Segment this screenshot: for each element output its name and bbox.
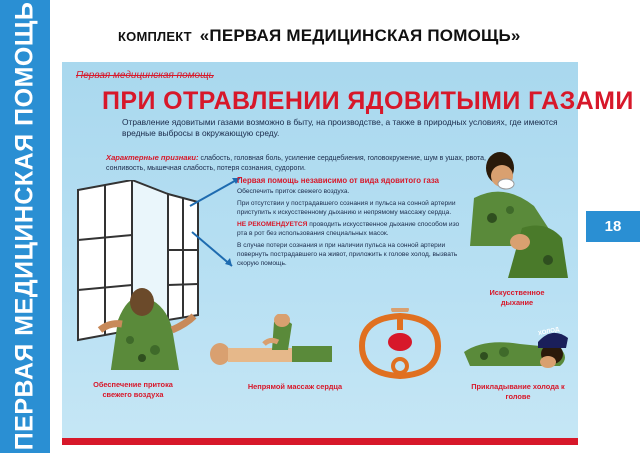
first-aid-step-air: Обеспечить приток свежего воздуха. — [237, 187, 350, 195]
breathing-illustration — [462, 148, 576, 288]
massage-illustration — [202, 314, 342, 374]
poster-title: ПРИ ОТРАВЛЕНИИ ЯДОВИТЫМИ ГАЗАМИ — [102, 87, 634, 115]
caption-cold: Прикладывание холода к голове — [471, 382, 565, 401]
page-number: 18 — [604, 218, 622, 235]
intro-text: Отравление ядовитыми газами возможно в быту, на производстве, а также в природных условиях, где имеются вредные выбросы в окружающую среду. — [122, 117, 558, 138]
cold-pack-label: ХОЛОД — [537, 326, 560, 338]
header-title: «ПЕРВАЯ МЕДИЦИНСКАЯ ПОМОЩЬ» — [199, 26, 521, 45]
side-band — [0, 0, 50, 453]
caption-air: Обеспечение притока свежего воздуха — [93, 380, 173, 399]
symptoms-label: Характерные признаки: — [106, 153, 199, 162]
caption-massage: Непрямой массаж сердца — [247, 382, 343, 391]
first-aid-step-cpr: При отсутствии у пострадавшего сознания и пульса на сонной артерии приступить к искусственному дыханию и непрямому массажу сердца. — [237, 199, 456, 216]
page-header — [118, 26, 521, 46]
header-prefix: КОМПЛЕКТ — [118, 29, 192, 44]
first-aid-step-recovery: В случае потери сознания и при наличии пульса на сонной артерии повернуть пострадавшего на живот, приложить к голове холод, вызвать скорую помощь. — [237, 242, 458, 268]
poster-subtitle: Первая медицинская помощь — [76, 70, 214, 81]
first-aid-block — [237, 176, 469, 272]
symptoms-text: слабость, головная боль, усиление сердцебиения, головокружение, шум в ушах, рвота, сонливость, мышечная слабость, потеря сознания, судороги. — [106, 155, 486, 173]
warning-label: НЕ РЕКОМЕНДУЕТСЯ — [237, 221, 308, 229]
warning-text: проводить искусственное дыхание способом изо рта в рот без использования специальных масок. — [237, 221, 460, 238]
page-number-tab — [586, 211, 640, 242]
first-aid-heading: Первая помощь независимо от вида ядовитого газа — [237, 176, 440, 185]
caption-breathing: Искусственное дыхание — [489, 288, 545, 307]
first-aid-warning — [237, 220, 469, 238]
side-title: ПЕРВАЯ МЕДИЦИНСКАЯ ПОМОЩЬ — [10, 1, 39, 451]
chest-diagram — [352, 308, 448, 382]
